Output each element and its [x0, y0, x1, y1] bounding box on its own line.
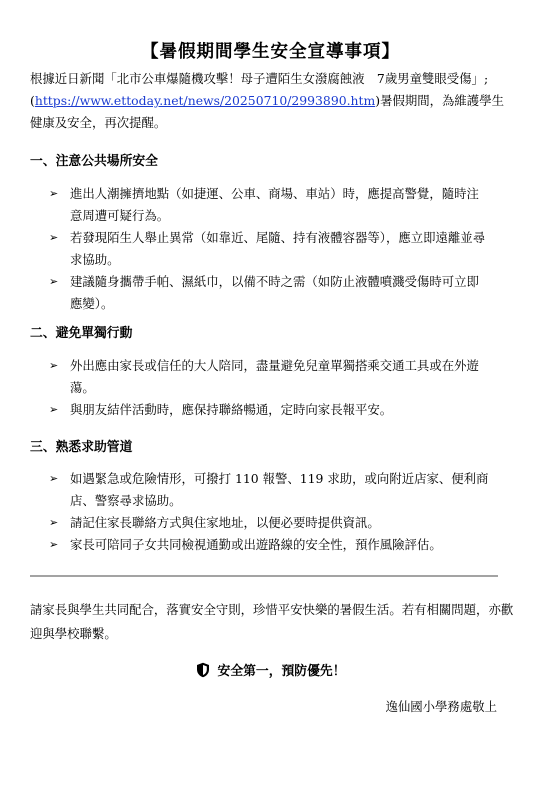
horizontal-divider	[30, 575, 498, 577]
arrow-bullet-icon: ➢	[49, 472, 59, 485]
slogan-text: 安全第一，預防優先！	[217, 664, 346, 679]
arrow-bullet-icon: ➢	[49, 538, 59, 551]
section-heading-avoid-alone: 二、避免單獨行動	[30, 326, 133, 341]
section-list-avoid-alone	[0, 355, 541, 421]
safety-slogan	[0, 660, 541, 679]
section-heading-help-channels: 三、熟悉求助管道	[30, 440, 133, 455]
arrow-bullet-icon: ➢	[49, 359, 59, 372]
list-item: ➢ 若發現陌生人舉止異常（如靠近、尾隨、持有液體容器等），應立即遠離並尋求協助。	[0, 227, 541, 271]
arrow-bullet-icon: ➢	[49, 231, 59, 244]
arrow-bullet-icon: ➢	[49, 403, 59, 416]
list-item: ➢ 外出應由家長或信任的大人陪同，盡量避免兒童單獨搭乘交通工具或在外遊蕩。	[0, 355, 541, 399]
list-item: ➢ 家長可陪同子女共同檢視通勤或出遊路線的安全性，預作風險評估。	[0, 534, 541, 556]
list-item: ➢ 進出人潮擁擠地點（如捷運、公車、商場、車站）時，應提高警覺，隨時注意周遭可疑行為。	[0, 183, 541, 227]
intro-text-after: )暑假期間，為維護學生健康及安全，再次提醒。	[30, 93, 504, 130]
arrow-bullet-icon: ➢	[49, 187, 59, 200]
closing-paragraph: 請家長與學生共同配合，落實安全守則，珍惜平安快樂的暑假生活。若有相關問題，亦歡迎與學校聯繫。	[30, 602, 514, 641]
shield-icon	[196, 662, 210, 678]
section-list-public-safety	[0, 183, 541, 315]
intro-paragraph	[30, 68, 516, 134]
list-item: ➢ 如遇緊急或危險情形，可撥打 110 報警、119 求助，或向附近店家、便利商店、警察尋求協助。	[0, 468, 541, 512]
signature: 逸仙國小學務處敬上	[385, 699, 497, 714]
list-item: ➢ 請記住家長聯絡方式與住家地址，以便必要時提供資訊。	[0, 512, 541, 534]
section-heading-public-safety: 一、注意公共場所安全	[30, 154, 158, 169]
arrow-bullet-icon: ➢	[49, 516, 59, 529]
arrow-bullet-icon: ➢	[49, 275, 59, 288]
news-link[interactable]: https://www.ettoday.net/news/20250710/2993890.htm	[34, 93, 376, 108]
document-title: 【暑假期間學生安全宣導事項】	[141, 42, 400, 62]
list-item: ➢ 與朋友結伴活動時，應保持聯絡暢通，定時向家長報平安。	[0, 399, 541, 421]
list-item: ➢ 建議隨身攜帶手帕、濕紙巾，以備不時之需（如防止液體噴濺受傷時可立即應變）。	[0, 271, 541, 315]
intro-text-before: 根據近日新聞「北市公車爆隨機攻擊！母子遭陌生女潑腐蝕液 7歲男童雙眼受傷」;(	[30, 71, 489, 108]
section-list-help-channels	[0, 468, 541, 556]
